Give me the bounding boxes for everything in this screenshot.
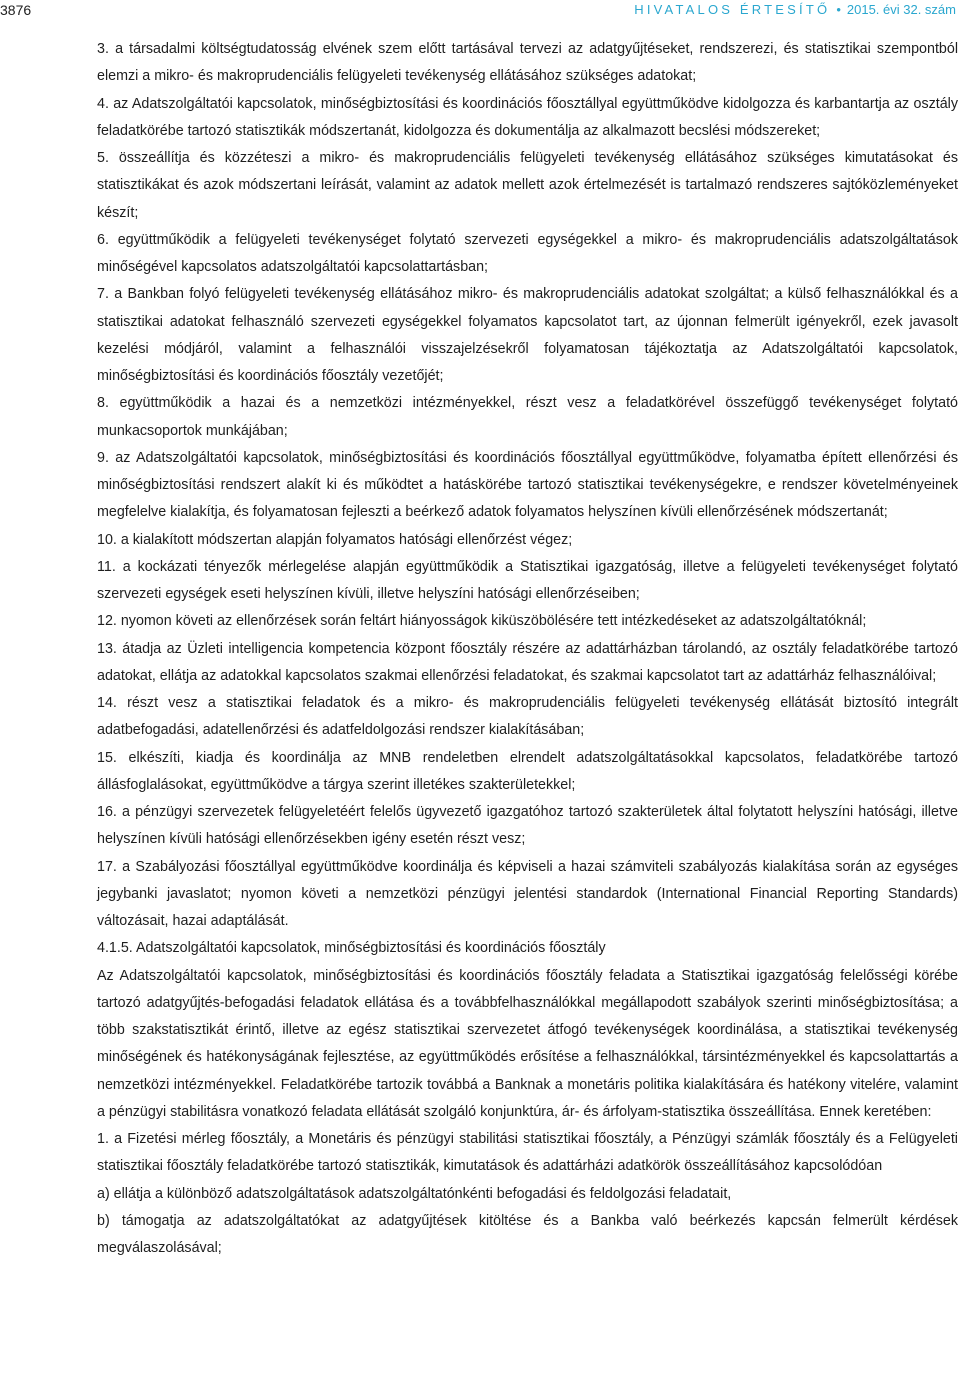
paragraph: 17. a Szabályozási főosztállyal együttműködve koordinálja és képviseli a hazai számviteli szabályozás kialakítása során az egységes jegybanki javaslatot; nyomon követi a nemzetközi pénzügyi jelentési standardok (International Financial Reporting Standards) változásait, hazai adaptálását. xyxy=(97,858,958,929)
paragraph: 15. elkészíti, kiadja és koordinálja az MNB rendeletben elrendelt adatszolgáltatásokkal kapcsolatos, feladatkörébe tartozó állásfoglalásokat, együttműködve a tárgya szerint illetékes szakterületekkel; xyxy=(97,749,958,793)
paragraph: 3. a társadalmi költségtudatosság elvének szem előtt tartásával tervezi az adatgyűjtéseket, rendszerezi, és statisztikai szempontból elemzi a mikro- és makroprudenciális felügyeleti tevékenység ellátásához szükséges adatokat; xyxy=(97,41,958,85)
page-number: 3876 xyxy=(0,2,32,18)
page-header xyxy=(0,0,960,22)
paragraph: 1. a Fizetési mérleg főosztály, a Monetáris és pénzügyi stabilitási statisztikai főosztály, a Pénzügyi számlák főosztály és a Felügyeleti statisztikai főosztály feladatkörébe tartozó statisztikák, kimutatások és adattárházi adatkörök összeállításához kapcsolódóan xyxy=(97,1131,958,1175)
paragraph: 4. az Adatszolgáltatói kapcsolatok, minőségbiztosítási és koordinációs főosztállyal együttműködve kidolgozza és karbantartja az osztály feladatkörébe tartozó statisztikák módszertanát, kidolgozza és dokumentálja az alkalmazott becslési módszereket; xyxy=(97,95,958,139)
issue-number: 2015. évi 32. szám xyxy=(846,2,956,17)
paragraph: 11. a kockázati tényezők mérlegelése alapján együttműködik a Statisztikai igazgatóság, illetve a felügyeleti tevékenységet folytató szervezeti egységek eseti helyszínen kívüli, illetve helyszíni hatósági ellenőrzéseiben; xyxy=(97,558,958,602)
section-heading: 4.1.5. Adatszolgáltatói kapcsolatok, minőségbiztosítási és koordinációs főosztály xyxy=(97,940,606,957)
paragraph: 10. a kialakított módszertan alapján folyamatos hatósági ellenőrzést végez; xyxy=(97,531,573,548)
paragraph: b) támogatja az adatszolgáltatókat az adatgyűjtések kitöltése és a Bankba való beérkezés kapcsán felmerült kérdések megválaszolásával; xyxy=(97,1212,958,1256)
paragraph: a) ellátja a különböző adatszolgáltatások adatszolgáltatónkénti befogadási és feldolgozási feladatait, xyxy=(97,1185,732,1202)
paragraph: Az Adatszolgáltatói kapcsolatok, minőségbiztosítási és koordinációs főosztály feladata a Statisztikai igazgatóság felelősségi körébe tartozó adatgyűjtés-befogadási feladatok ellátása és a továbbfelhasználókkal megállapodott szabályok szerinti minőségbiztosítása; a több szakstatisztikát érintő, illetve az egész statisztikai szervezetet átfogó tevékenységek koordinálása, a statisztikai tevékenység minőségének és hatékonyságának fejlesztése, az együttműködés erősítése a felhasználókkal, társintézményekkel és kapcsolattartás a nemzetközi intézményekkel. Feladatkörébe tartozik továbbá a Banknak a monetáris politika kialakítására és hatékony vitelére, valamint a pénzügyi stabilitásra vonatkozó feladata ellátását szolgáló konjunktúra, ár- és árfolyam-statisztika összeállítása. Ennek keretében: xyxy=(97,967,958,1120)
paragraph: 5. összeállítja és közzéteszi a mikro- és makroprudenciális felügyeleti tevékenység ellátásához szükséges kimutatásokat és statisztikákat és azok módszertani leírását, valamint az adatok mellett azok értelmezését is tartalmazó rendszeres sajtóközleményeket készít; xyxy=(97,150,958,221)
paragraph: 13. átadja az Üzleti intelligencia kompetencia központ főosztály részére az adattárházban tárolandó, az osztály feladatkörébe tartozó adatokat, ellátja az adatokkal kapcsolatos szakmai ellenőrzési feladatokat, és szakmai kapcsolatot tart az adattárház felhasználóival; xyxy=(97,640,958,684)
journal-title: HIVATALOS ÉRTESÍTŐ xyxy=(634,2,831,17)
paragraph: 9. az Adatszolgáltatói kapcsolatok, minőségbiztosítási és koordinációs főosztállyal együttműködve, folyamatba épített ellenőrzési és minőségbiztosítási rendszert alakít ki és működtet a hatáskörébe tartozó statisztikai tevékenységekre, e rendszer követelményeinek megfelelve kialakítja, és folyamatosan fejleszti a beérkező adatok folyamatos helyszínen kívüli ellenőrzésének módszertanát; xyxy=(97,449,958,521)
paragraph: 8. együttműködik a hazai és a nemzetközi intézményekkel, részt vesz a feladatkörével összefüggő tevékenységet folytató munkacsoportok munkájában; xyxy=(97,395,958,439)
paragraph: 7. a Bankban folyó felügyeleti tevékenység ellátásához mikro- és makroprudenciális adatokat szolgáltat; a külső felhasználókkal és a statisztikai adatokat felhasználó szervezeti egységekkel folyamatos kapcsolatot tart, az újonnan felmerült igényekről, ezek javasolt kezelési módjáról, valamint a felhasználói visszajelzésekről folyamatosan tájékoztatja az Adatszolgáltatói kapcsolatok, minőségbiztosítási és koordinációs főosztály vezetőjét; xyxy=(97,286,958,384)
running-head xyxy=(634,0,956,20)
paragraph: 12. nyomon követi az ellenőrzések során feltárt hiányosságok kiküszöbölésére tett intézkedéseket az adatszolgáltatóknál; xyxy=(97,613,867,630)
paragraph: 14. részt vesz a statisztikai feladatok és a mikro- és makroprudenciális felügyeleti tevékenység ellátását biztosító integrált adatbefogadási, adatellenőrzési és adatfeldolgozási rendszer kialakításában; xyxy=(97,695,958,739)
separator-dot: • xyxy=(836,2,841,17)
paragraph: 6. együttműködik a felügyeleti tevékenységet folytató szervezeti egységekkel a mikro- és makroprudenciális adatszolgáltatások minőségével kapcsolatos adatszolgáltatói kapcsolattartásban; xyxy=(97,231,958,275)
paragraph: 16. a pénzügyi szervezetek felügyeletéért felelős ügyvezető igazgatóhoz tartozó szakterületek által folytatott helyszíni hatósági, illetve helyszínen kívüli hatósági ellenőrzésekben igény esetén részt vesz; xyxy=(97,804,958,848)
document-body xyxy=(97,36,958,1262)
